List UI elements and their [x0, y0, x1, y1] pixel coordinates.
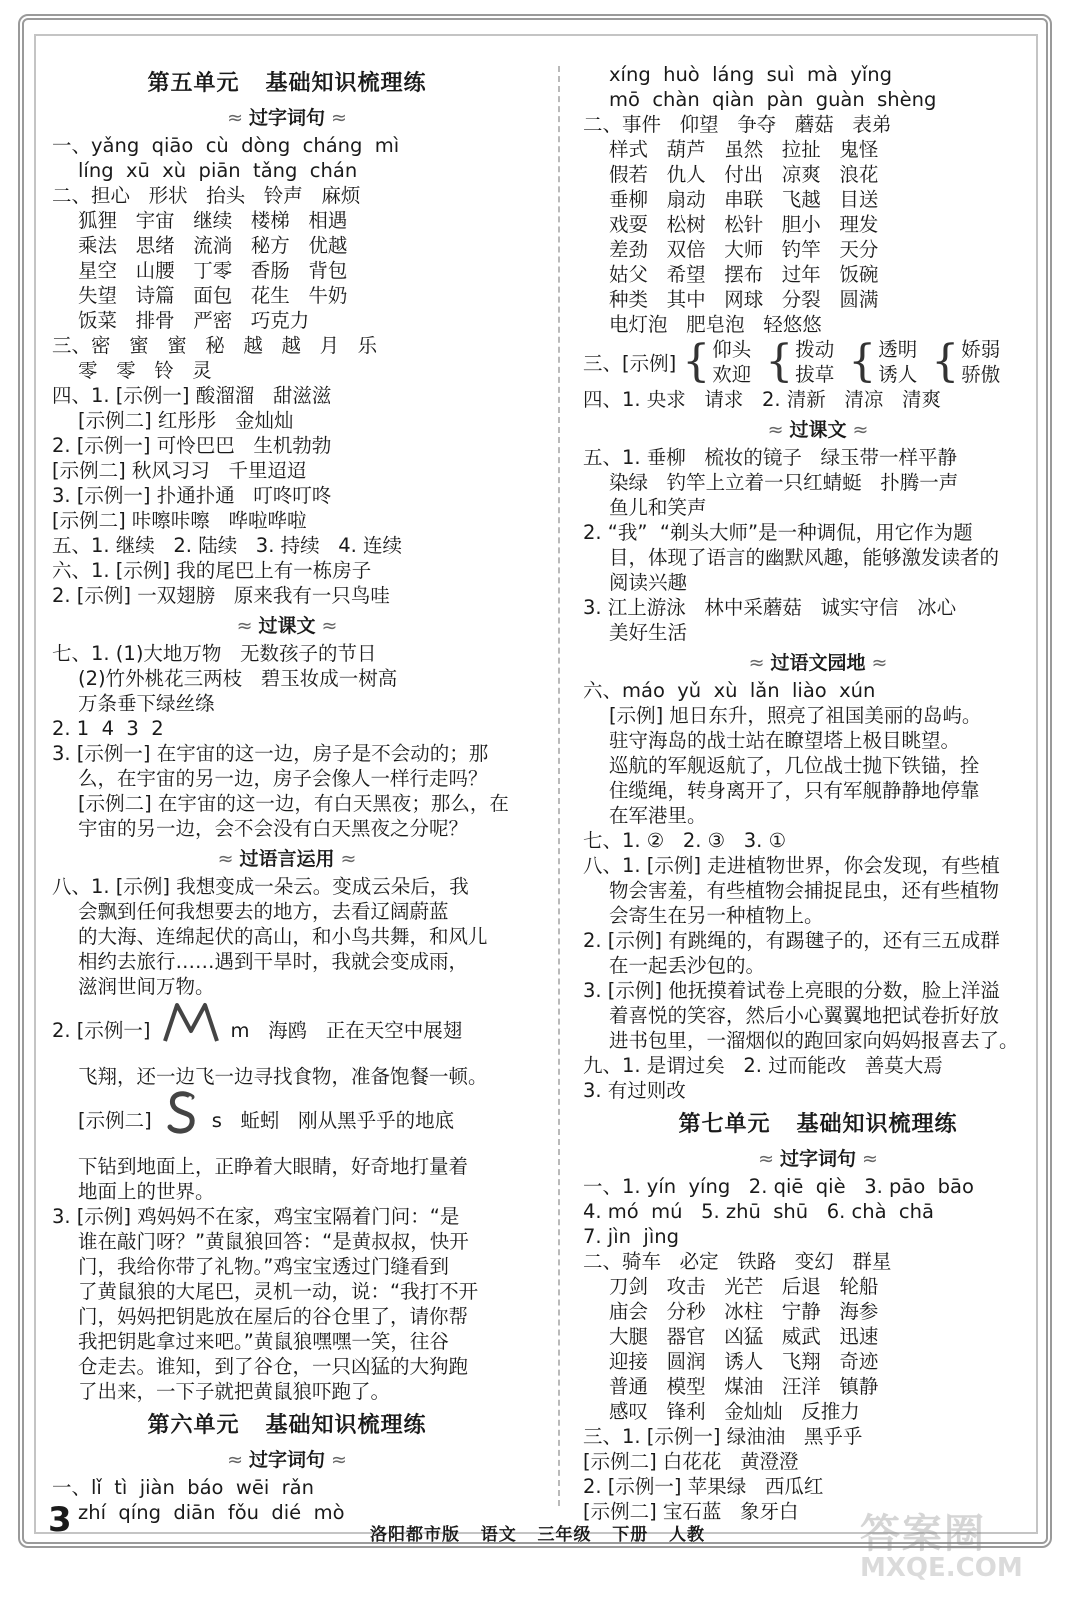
- answer-line: 迎接 圆润 诱人 飞翔 奇迹: [609, 1350, 879, 1373]
- answer-line: 庙会 分秒 冰柱 宁静 海参: [609, 1300, 879, 1323]
- answer-line: 二、担心 形状 抬头 铃声 麻烦: [52, 184, 361, 207]
- answer-line: 3. [示例] 他抚摸着试卷上亮眼的分数，脸上洋溢: [583, 979, 1000, 1002]
- answer-line: [示例二] 咔嚓咔嚓 哗啦哗啦: [52, 509, 307, 532]
- wave-icon: ≈: [217, 848, 234, 870]
- section-header-text: ≈ 过课文 ≈: [236, 615, 338, 637]
- answer-line: 星空 山腰 丁零 香肠 背包: [78, 259, 348, 282]
- answer-line: 在军港里。: [609, 804, 707, 827]
- answer-line: xíng huò láng suì mà yǐng: [609, 63, 893, 86]
- section-header-char: ≈ 过字词句 ≈: [227, 1449, 347, 1471]
- answer-line: 么，在宇宙的另一边，房子会像人一样行走吗？: [78, 767, 488, 790]
- answer-line: 四、1. [示例一] 酸溜溜 甜滋滋: [52, 384, 332, 407]
- answer-line: 刀剑 攻击 光芒 后退 轮船: [609, 1275, 879, 1298]
- answer-line: [示例二] 在宇宙的这一边，有白天黑夜；那么，在: [78, 792, 509, 815]
- answer-line: 三、1. [示例一] 绿油油 黑乎乎: [583, 1425, 863, 1448]
- wave-icon: ≈: [331, 107, 347, 129]
- brace-icon: {: [765, 336, 794, 387]
- wave-icon: ≈: [871, 652, 888, 674]
- wave-icon: ≈: [862, 1148, 878, 1170]
- answer-line: 驻守海岛的战士站在瞭望塔上极目眺望。: [609, 729, 961, 752]
- word-pair: { 娇弱 骄傲: [931, 336, 1001, 387]
- answer-line: 3. 有过则改: [583, 1079, 686, 1102]
- answer-line: [示例二] s 蚯蚓 刚从黑乎乎的地底: [52, 1089, 522, 1154]
- answer-line: 六、máo yǔ xù lǎn liào xún: [583, 679, 876, 702]
- answer-line: 宇宙的另一边，会不会没有白天黑夜之分呢？: [78, 817, 469, 840]
- answer-line: 阅读兴趣: [609, 571, 688, 594]
- answer-line: 门，我给你带了礼物。”鸡宝宝透过门缝看到: [78, 1255, 449, 1278]
- answer-line: 7. jìn jìng: [583, 1225, 679, 1248]
- answer-line: 鱼儿和笑声: [609, 496, 707, 519]
- answer-line: 2. 1 4 3 2: [52, 717, 164, 740]
- answer-line: 飞翔，还一边飞一边寻找食物，准备饱餐一顿。: [78, 1065, 488, 1088]
- answer-line: 七、1. (1)大地万物 无数孩子的节日: [52, 642, 377, 665]
- seagull-m-figure: [161, 999, 221, 1064]
- answer-line: 3. [示例一] 在宇宙的这一边，房子是不会动的；那: [52, 742, 489, 765]
- answer-line: 地面上的世界。: [78, 1180, 215, 1203]
- answer-line: 一、lǐ tì jiàn báo wēi rǎn: [52, 1476, 314, 1499]
- answer-line: 电灯泡 肥皂泡 轻悠悠: [609, 313, 822, 336]
- answer-line: 乘法 思绪 流淌 秘方 优越: [78, 234, 348, 257]
- answer-line: 仓走去。谁知，到了谷仓，一只凶猛的大狗跑: [78, 1355, 469, 1378]
- left-column: [52, 62, 522, 1525]
- section-header-garden: ≈ 过语文园地 ≈: [748, 652, 888, 674]
- answer-line: 2. [示例] 一双翅膀 原来我有一只鸟哇: [52, 584, 390, 607]
- answer-line: 下钻到地面上，正睁着大眼睛，好奇地打量着: [78, 1155, 469, 1178]
- answer-line: 在一起丢沙包的。: [609, 954, 766, 977]
- section-header-char: ≈ 过字词句 ≈: [758, 1148, 878, 1170]
- answer-line: 五、1. 继续 2. 陆续 3. 持续 4. 连续: [52, 534, 403, 557]
- answer-line: 二、事件 仰望 争夺 蘑菇 表弟: [583, 113, 892, 136]
- answer-line: 住缆绳，转身离开了，只有军舰静静地停靠: [609, 779, 980, 802]
- answer-line: 三、密 蜜 蜜 秘 越 越 月 乐: [52, 334, 378, 357]
- answer-line: 会寄生在另一种植物上。: [609, 904, 824, 927]
- answer-line: 3. [示例一] 扑通扑通 叮咚叮咚: [52, 484, 332, 507]
- answer-line: 狐狸 宇宙 继续 楼梯 相遇: [78, 209, 348, 232]
- column-divider: [558, 66, 560, 1506]
- brace-icon: {: [848, 336, 877, 387]
- earthworm-s-figure: [162, 1089, 202, 1154]
- answer-line: 假若 仇人 付出 凉爽 浪花: [609, 163, 879, 186]
- answer-line: [示例二] 宝石蓝 象牙白: [583, 1500, 799, 1523]
- answer-line: 物会害羞，有些植物会捕捉昆虫，还有些植物: [609, 879, 1000, 902]
- answer-line: 我把钥匙拿过来吧。”黄鼠狼嘿嘿一笑，往谷: [78, 1330, 449, 1353]
- answer-line: 滋润世间万物。: [78, 975, 215, 998]
- answer-line: 八、1. [示例] 我想变成一朵云。变成云朵后，我: [52, 875, 469, 898]
- answer-line: 六、1. [示例] 我的尾巴上有一栋房子: [52, 559, 372, 582]
- answer-line: 零 零 铃 灵: [78, 359, 212, 382]
- unit7-title: 第七单元 基础知识梳理练: [678, 1112, 958, 1137]
- answer-line: 一、1. yín yíng 2. qiē qiè 3. pāo bāo: [583, 1175, 974, 1198]
- section-header-char: ≈ 过字词句 ≈: [227, 107, 347, 129]
- wave-icon: ≈: [321, 615, 338, 637]
- answer-line: 3. [示例] 鸡妈妈不在家，鸡宝宝隔着门问：“是: [52, 1205, 460, 1228]
- answer-line: 差劲 双倍 大师 钓竿 天分: [609, 238, 879, 261]
- footer-info: 洛阳都市版 语文 三年级 下册 人教: [370, 1525, 706, 1545]
- answer-line: 3. 江上游泳 林中采蘑菇 诚实守信 冰心: [583, 596, 957, 619]
- answer-line: 2. “我” “剃头大师”是一种调侃，用它作为题: [583, 521, 973, 544]
- answer-line: [示例二] 白花花 黄澄澄: [583, 1450, 799, 1473]
- word-pair: { 拨动 拔草: [765, 336, 835, 387]
- answer-line: 门，妈妈把钥匙放在屋后的谷仓里了，请你帮: [78, 1305, 469, 1328]
- answer-line: 饭菜 排骨 严密 巧克力: [78, 309, 310, 332]
- unit5-title: 第五单元 基础知识梳理练: [147, 71, 427, 96]
- wave-icon: ≈: [227, 1449, 243, 1471]
- watermark-logo: 答案圈 MXQE.COM: [860, 1511, 1023, 1583]
- word-pair: { 透明 诱人: [848, 336, 918, 387]
- answer-line: 垂柳 扇动 串联 飞越 目送: [609, 188, 879, 211]
- page-number: 3: [48, 1500, 72, 1540]
- answer-line: 姑父 希望 摆布 过年 饭碗: [609, 263, 879, 286]
- answer-line: 进书包里，一溜烟似的跑回家向妈妈报喜去了。: [609, 1029, 1019, 1052]
- answer-line: 了黄鼠狼的大尾巴，灵机一动，说：“我打不开: [78, 1280, 479, 1303]
- answer-line: 戏耍 松树 松针 胆小 理发: [609, 213, 879, 236]
- wave-icon: ≈: [227, 107, 243, 129]
- wave-icon: ≈: [331, 1449, 347, 1471]
- wave-icon: ≈: [767, 419, 784, 441]
- answer-line: mō chàn qiàn pàn guàn shèng: [609, 88, 937, 111]
- answer-line: 2. [示例一] m 海鸥 正在天空中展翅: [52, 999, 522, 1064]
- answer-line: [示例二] 秋风习习 千里迢迢: [52, 459, 307, 482]
- answer-line: 四、1. 央求 请求 2. 清新 清凉 清爽: [583, 388, 941, 411]
- answer-line: líng xū xù piān tǎng chán: [78, 159, 358, 182]
- answer-line: 目，体现了语言的幽默风趣，能够激发读者的: [609, 546, 1000, 569]
- answer-line: [示例二] 红彤彤 金灿灿: [78, 409, 294, 432]
- answer-line: 相约去旅行……遇到干旱时，我就会变成雨，: [78, 950, 469, 973]
- answer-line: 样式 葫芦 虽然 拉扯 鬼怪: [609, 138, 879, 161]
- answer-line: 八、1. [示例] 走进植物世界，你会发现，有些植: [583, 854, 1000, 877]
- answer-line: 巡航的军舰返航了，几位战士抛下铁锚，拴: [609, 754, 980, 777]
- answer-line: 谁在敲门呀？”黄鼠狼回答：“是黄叔叔，快开: [78, 1230, 469, 1253]
- answer-line: 一、yǎng qiāo cù dòng cháng mì: [52, 134, 400, 157]
- answer-line: 2. [示例一] 苹果绿 西瓜红: [583, 1475, 824, 1498]
- answer-line: 会飘到任何我想要去的地方，去看辽阔蔚蓝: [78, 900, 449, 923]
- answer-line: 2. [示例一] 可怜巴巴 生机勃勃: [52, 434, 332, 457]
- answer-line: 七、1. ② 2. ③ 3. ①: [583, 829, 787, 852]
- answer-line: 感叹 锋利 金灿灿 反推力: [609, 1400, 860, 1423]
- answer-line: 大腿 器官 凶猛 威武 迅速: [609, 1325, 879, 1348]
- brace-icon: {: [931, 336, 960, 387]
- answer-line: 失望 诗篇 面包 花生 牛奶: [78, 284, 348, 307]
- unit6-title: 第六单元 基础知识梳理练: [147, 1413, 427, 1438]
- answer-line: 4. mó mú 5. zhū shū 6. chà chā: [583, 1200, 934, 1223]
- answer-line: 了出来，一下子就把黄鼠狼吓跑了。: [78, 1380, 391, 1403]
- bracket-answers: 三、[示例] { 仰头 欢迎 { 拨动 拔草 { 透明 诱人 { 娇弱 骄傲: [583, 336, 1001, 387]
- section-header-language: ≈ 过语言运用 ≈: [217, 848, 357, 870]
- answer-line: 普通 模型 煤油 汪洋 镇静: [609, 1375, 879, 1398]
- wave-icon: ≈: [748, 652, 765, 674]
- right-column: [583, 62, 1053, 1524]
- section-header-text: ≈ 过课文 ≈: [767, 419, 869, 441]
- wave-icon: ≈: [852, 419, 869, 441]
- wave-icon: ≈: [340, 848, 357, 870]
- answer-line: 美好生活: [609, 621, 688, 644]
- answer-line: 五、1. 垂柳 梳妆的镜子 绿玉带一样平静: [583, 446, 957, 469]
- answer-line: 染绿 钓竿上立着一只红蜻蜓 扑腾一声: [609, 471, 959, 494]
- answer-line: 万条垂下绿丝绦: [78, 692, 215, 715]
- brace-icon: {: [682, 336, 711, 387]
- answer-line: 二、骑车 必定 铁路 变幻 群星: [583, 1250, 892, 1273]
- wave-icon: ≈: [236, 615, 253, 637]
- answer-line: [示例] 旭日东升，照亮了祖国美丽的岛屿。: [609, 704, 982, 727]
- answer-line: (2)竹外桃花三两枝 碧玉妆成一树高: [78, 667, 398, 690]
- answer-line: 着喜悦的笑容，然后小心翼翼地把试卷折好放: [609, 1004, 1000, 1027]
- wave-icon: ≈: [758, 1148, 774, 1170]
- word-pair: { 仰头 欢迎: [682, 336, 752, 387]
- answer-line: 的大海、连绵起伏的高山，和小鸟共舞，和风儿: [78, 925, 488, 948]
- answer-line: 九、1. 是谓过矣 2. 过而能改 善莫大焉: [583, 1054, 943, 1077]
- answer-line: 种类 其中 网球 分裂 圆满: [609, 288, 879, 311]
- answer-line: 2. [示例] 有跳绳的，有踢毽子的，还有三五成群: [583, 929, 1000, 952]
- answer-line: zhí qíng diān fǒu dié mò: [78, 1501, 345, 1524]
